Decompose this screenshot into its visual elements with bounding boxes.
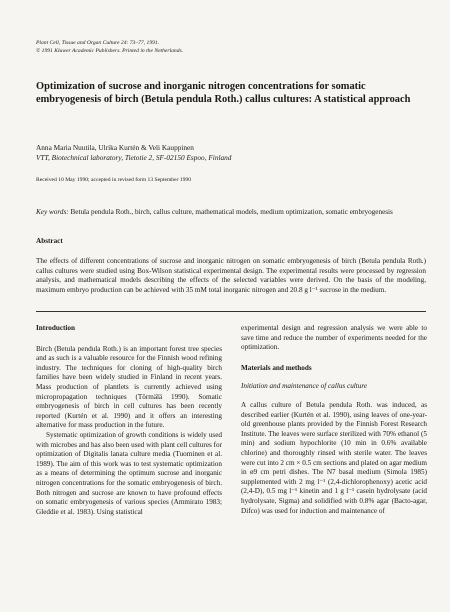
- author-names: Anna Maria Nuutila, Ulrika Kurtén & Veli Kauppinen: [36, 143, 194, 152]
- section-divider: [36, 311, 426, 312]
- copyright-line: © 1991 Kluwer Academic Publishers. Printed in the Netherlands.: [36, 47, 184, 54]
- methods-subheading: Initiation and maintenance of callus culture: [241, 382, 368, 391]
- methods-heading: Materials and methods: [241, 363, 312, 372]
- journal-citation: Plant Cell, Tissue and Organ Culture 24: 73–77, 1991.: [36, 40, 160, 46]
- right-column: [241, 324, 427, 516]
- introduction-continuation: experimental design and regression analysis we were able to save time and reduce the number of experiments needed for the optimization.: [241, 324, 427, 352]
- article-title: Optimization of sucrose and inorganic nitrogen concentrations for somatic embryogenesis of birch (Betula pendula Roth.) callus cultures: A statistical approach: [36, 81, 411, 106]
- abstract-text: The effects of different concentrations of sucrose and inorganic nitrogen on somatic embryogenesis of birch (Betula pendula Roth.) callus cultures were studied using Box-Wilson statistical experimental design. The experimental results were processed by regression analysis, and mathematical models describing the effects of the selected variables were derived. On the basis of the modeling, maximum embryo production can be achieved with 35 mM total inorganic nitrogen and 20.8 g l⁻¹ sucrose in the medium.: [36, 257, 426, 294]
- left-column: [36, 324, 222, 517]
- abstract-heading: Abstract: [36, 237, 63, 245]
- keywords-text: Betula pendula Roth., birch, callus culture, mathematical models, medium optimization, somatic embryogenesis: [70, 208, 393, 216]
- received-dates: Received 10 May 1990; accepted in revised form 13 September 1990: [36, 177, 192, 183]
- author-block: [36, 143, 231, 162]
- affiliation: VTT, Biotechnical laboratory, Tietotie 2, SF-02150 Espoo, Finland: [36, 152, 232, 162]
- methods-paragraph-1: A callus culture of Betula pendula Roth. was induced, as described earlier (Kurtén et al. 1990), using leaves of one-year-old greenhouse plants provided by the Finnish Forest Research Institute. The leaves were surface sterilized with 70% ethanol (5 min) and sodium hypochlorite (10 min in 0.6% available chlorine) and thoroughly rinsed with sterile water. The leaves were cut into 2 cm × 0.5 cm sections and plated on agar medium in ø9 cm petri dishes. The N7 basal medium (Simola 1985) supplemented with 2 mg l⁻¹ (2,4-dichlorophenoxy) acetic acid (2,4-D), 0.5 mg l⁻¹ kinetin and 1 g l⁻¹ casein hydrolysate (acid hydrolysate, Sigma) and solidified with 0.8% agar (Bacto-agar, Difco) was used for induction and maintenance of: [241, 400, 427, 515]
- keywords-label: Key words:: [36, 208, 69, 216]
- keywords: [36, 208, 426, 217]
- introduction-paragraph-1: Birch (Betula pendula Roth.) is an important forest tree species and as such is a valuable resource for the Finnish wood refining industry. The techniques for cloning of high-quality birch families have been widely studied in Finland in recent years. Mass production of plantlets is currently achieved using micropropagation techniques (Törmälä 1990). Somatic embryogenesis of birch in cell cultures has been recently reported (Kurtén et al. 1990) and it offers an interesting alternative for mass production in the future.: [36, 344, 222, 430]
- introduction-paragraph-2: Systematic optimization of growth conditions is widely used with microbes and has also been used with plant cell cultures for optimization of Digitalis lanata culture media (Tuominen et al. 1989). The aim of this work was to test systematic optimization as a means of determining the optimum sucrose and inorganic nitrogen concentrations for the somatic embryogenesis of birch. Both nitrogen and sucrose are known to have profound effects on somatic embryogenesis of various species (Ammirato 1983; Gleddie et al. 1983). Using statistical: [36, 430, 222, 516]
- journal-header: [36, 40, 183, 55]
- introduction-heading: Introduction: [36, 324, 76, 332]
